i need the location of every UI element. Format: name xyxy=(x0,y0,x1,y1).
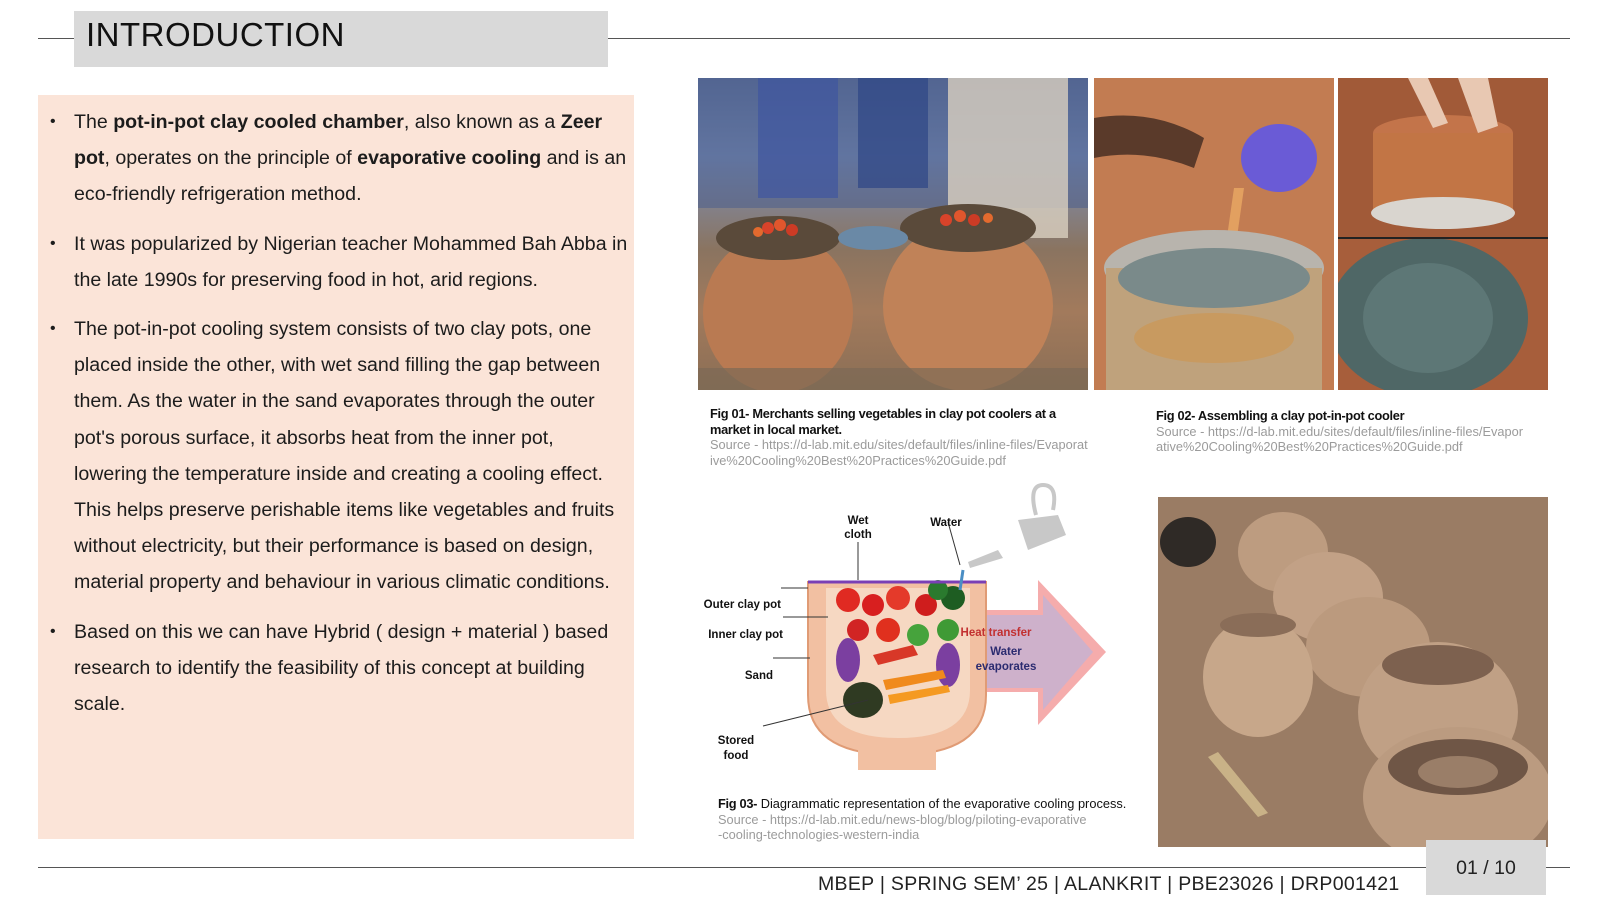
bullet-bold-text: Zeer pot xyxy=(74,111,603,170)
label-water-evaporates-1: Water xyxy=(990,646,1022,658)
clay-pots-photo xyxy=(1158,497,1548,847)
bullet-text: , operates on the principle of xyxy=(104,147,358,170)
label-stored-food-2: food xyxy=(723,750,749,762)
bullet-item xyxy=(48,226,628,298)
fig3-caption xyxy=(718,796,1150,843)
fig1-title: Fig 01- Merchants selling vegetables in clay pot coolers at a market in local market. xyxy=(710,406,1056,437)
fig3-title: Diagrammatic representation of the evaporative cooling process. xyxy=(757,796,1127,811)
fig3-title-prefix: Fig 03- xyxy=(718,796,758,811)
bullet-bold-text: pot-in-pot clay cooled chamber xyxy=(113,111,404,133)
footer-rule xyxy=(38,867,1570,868)
page-title: INTRODUCTION xyxy=(86,16,345,53)
label-wet-cloth-2: cloth xyxy=(844,529,872,541)
footer-info: MBEP | SPRING SEM’ 25 | ALANKRIT | PBE23026 | DRP001421 xyxy=(818,873,1400,895)
fig1-market-photo xyxy=(698,78,1088,390)
label-inner-pot: Inner clay pot xyxy=(708,629,783,641)
fig2-caption xyxy=(1156,408,1546,455)
bullet-text: The pot-in-pot cooling system consists of two clay pots, one placed inside the other, with wet sand filling the gap between them. As the water in the sand evaporates through the outer pot's porous surface, it absorbs heat from the inner pot, lowering the temperature inside and creating a cooling effect. This helps preserve perishable items like vegetables and fruits without electricity, but their performance is based on design, material property and behaviour in various climatic conditions. xyxy=(74,318,615,594)
bullet-text: The xyxy=(74,111,114,133)
page-number: 01 / 10 xyxy=(1456,857,1516,879)
bullet-item xyxy=(48,614,628,723)
label-heat-transfer: Heat transfer xyxy=(960,627,1032,639)
fig1-source: Source - https://d-lab.mit.edu/sites/default/files/inline-files/Evaporative%20Cooling%20Best%20Practices%20Guide.pdf xyxy=(710,437,1088,468)
bullet-bold-text: evaporative cooling xyxy=(357,147,542,170)
title-rule-right xyxy=(608,38,1570,39)
title-rule-left xyxy=(38,38,74,39)
label-wet-cloth-1: Wet xyxy=(847,515,869,527)
fig3-source: Source - https://d-lab.mit.edu/news-blog/blog/piloting-evaporative-cooling-technologies-western-india xyxy=(718,811,1087,843)
fig2-title: Fig 02- Assembling a clay pot-in-pot cooler xyxy=(1156,408,1405,423)
bullet-item xyxy=(48,311,628,601)
label-water-evaporates-2: evaporates xyxy=(975,661,1037,673)
bullet-text: and is an eco-friendly refrigeration method. xyxy=(74,147,627,206)
label-sand: Sand xyxy=(744,670,773,682)
label-water: Water xyxy=(930,517,962,529)
fig2-source: Source - https://d-lab.mit.edu/sites/default/files/inline-files/Evaporative%20Cooling%20Best%20Practices%20Guide.pdf xyxy=(1156,423,1524,455)
bullet-text: , also known as a xyxy=(403,111,561,133)
fig3-diagram xyxy=(698,480,1118,780)
fig1-caption xyxy=(710,406,1090,468)
fig2-pouring-photo xyxy=(1094,78,1334,390)
label-outer-pot: Outer clay pot xyxy=(703,599,781,611)
bullet-list xyxy=(48,104,628,735)
label-stored-food-1: Stored xyxy=(717,735,755,747)
fig2-assembling-photo xyxy=(1338,78,1548,390)
bullet-text: It was popularized by Nigerian teacher Mohammed Bah Abba in the late 1990s for preserving food in hot, arid regions. xyxy=(74,232,628,291)
bullet-item xyxy=(48,104,628,213)
bullet-text: Based on this we can have Hybrid ( design + material ) based research to identify the feasibility of this concept at building scale. xyxy=(74,620,609,716)
